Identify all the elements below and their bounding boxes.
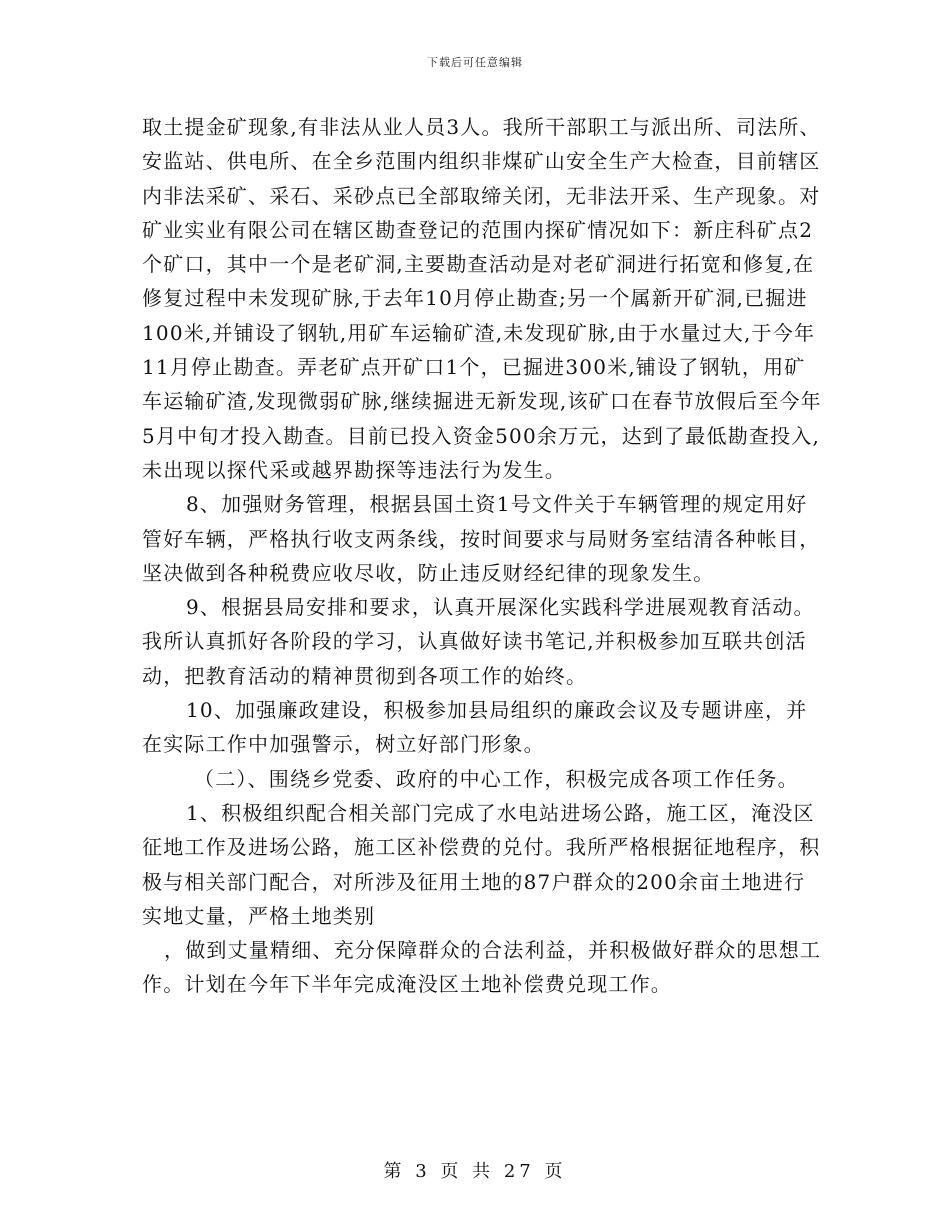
paragraph-item-9: 9、根据县局安排和要求，认真开展深化实践科学进展观教育活动。我所认真抓好各阶段的学习，认真做好读书笔记,并积极参加互联共创活动，把教育活动的精神贯彻到各项工作的始终。	[142, 595, 815, 688]
section-heading-2: （二）、围绕乡党委、政府的中心工作，积极完成各项工作任务。	[194, 766, 799, 791]
paragraph-sub-item-1-continued: ，做到丈量精细、充分保障群众的合法利益，并积极做好群众的思想工作。计划在今年下半年完成淹没区土地补偿费兑现工作。	[142, 938, 822, 997]
page-header: 下载后可任意编辑	[427, 56, 523, 69]
paragraph-sub-item-1: 1、积极组织配合相关部门完成了水电站进场公路，施工区，淹没区征地工作及进场公路，施工区补偿费的兑付。我所严格根据征地程序，积极与相关部门配合，对所涉及征用土地的87户群众的200余亩土地进行实地丈量，严格土地类别	[142, 800, 821, 928]
page-number-footer: 第 3 页 共 27 页	[383, 1161, 567, 1182]
paragraph-mining-inspection: 取土提金矿现象,有非法从业人员3人。我所干部职工与派出所、司法所、安监站、供电所、在全乡范围内组织非煤矿山安全生产大检查，目前辖区内非法采矿、采石、采砂点已全部取缔关闭，无非法开采、生产现象。对矿业实业有限公司在辖区勘查登记的范围内探矿情况如下：新庄科矿点2个矿口，其中一个是老矿洞,主要勘查活动是对老矿洞进行拓宽和修复,在修复过程中未发现矿脉,于去年10月停止勘查;另一个属新开矿洞,已掘进100米,并铺设了钢轨,用矿车运输矿渣,未发现矿脉,由于水量过大,于今年11月停止勘查。弄老矿点开矿口1个，已掘进300米,铺设了钢轨，用矿车运输矿渣,发现微弱矿脉,继续掘进无新发现,该矿口在春节放假后至今年5月中旬才投入勘查。目前已投入资金500余万元，达到了最低勘查投入,未出现以探代采或越界勘探等违法行为发生。	[142, 115, 822, 482]
document-body	[142, 110, 822, 1002]
paragraph-item-10: 10、加强廉政建设，积极参加县局组织的廉政会议及专题讲座，并在实际工作中加强警示，树立好部门形象。	[142, 698, 808, 757]
paragraph-item-8: 8、加强财务管理，根据县国土资1号文件关于车辆管理的规定用好管好车辆，严格执行收支两条线，按时间要求与局财务室结清各种帐目，坚决做到各种税费应收尽收，防止违反财经纪律的现象发生。	[142, 492, 821, 585]
